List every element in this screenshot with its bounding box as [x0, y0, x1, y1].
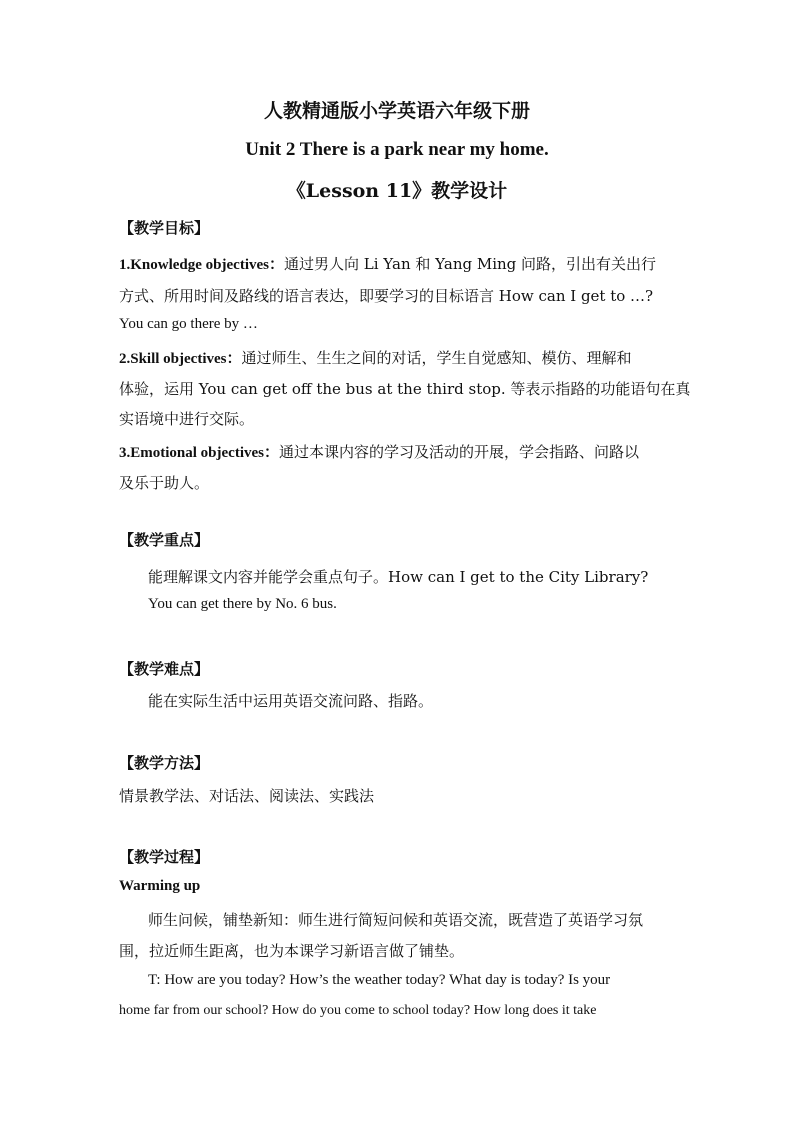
objectives-heading: 【教学目标】 [119, 219, 210, 237]
skill-objective-line-1 [119, 347, 679, 368]
knowledge-objective-line-2: 方式、所用时间及路线的语言表达，即要学习的目标语言 How can I get to …? [119, 287, 654, 305]
process-paragraph-1-line-2: 围，拉近师生距离，也为本课学习新语言做了铺垫。 [119, 942, 465, 960]
document-title: 人教精通版小学英语六年级下册 [263, 100, 530, 122]
process-paragraph-1-line-1: 师生问候，铺垫新知：师生进行简短问候和英语交流，既营造了英语学习氛 [148, 911, 644, 929]
emotional-objective-label: 3.Emotional objectives： [119, 445, 279, 461]
skill-objective-text: 通过师生、生生之间的对话，学生自觉感知、模仿、理解和 [241, 349, 632, 367]
emotional-objective-line-1 [119, 441, 679, 462]
difficulties-heading: 【教学难点】 [119, 660, 210, 678]
knowledge-objective-label: 1.Knowledge objectives： [119, 257, 284, 273]
unit-title: Unit 2 There is a park near my home. [245, 139, 549, 160]
lesson-title: 《Lesson 11》教学设计 [286, 180, 508, 202]
process-heading: 【教学过程】 [119, 848, 210, 866]
warming-up-subheading: Warming up [119, 878, 201, 894]
methods-heading: 【教学方法】 [119, 754, 210, 772]
process-paragraph-2-line-1: T: How are you today? How’s the weather today? What day is today? Is your [148, 972, 611, 988]
emotional-objective-text: 通过本课内容的学习及活动的开展，学会指路、问路以 [278, 443, 639, 461]
skill-objective-line-3: 实语境中进行交际。 [119, 410, 255, 428]
difficulties-line-1: 能在实际生活中运用英语交流问路、指路。 [148, 692, 434, 710]
skill-objective-label: 2.Skill objectives： [119, 351, 242, 367]
process-paragraph-2-line-2: home far from our school? How do you come to school today? How long does it take [119, 1003, 597, 1018]
knowledge-objective-line-1 [119, 253, 679, 274]
key-points-line-1: 能理解课文内容并能学会重点句子。How can I get to the City Library? [148, 568, 649, 586]
knowledge-objective-line-3: You can go there by … [119, 316, 258, 332]
emotional-objective-line-2: 及乐于助人。 [119, 474, 210, 492]
key-points-line-2: You can get there by No. 6 bus. [148, 596, 337, 612]
methods-line-1: 情景教学法、对话法、阅读法、实践法 [119, 787, 375, 805]
skill-objective-line-2: 体验，运用 You can get off the bus at the third stop. 等表示指路的功能语句在真 [119, 380, 691, 398]
knowledge-objective-text: 通过男人向 Li Yan 和 Yang Ming 问路，引出有关出行 [283, 255, 657, 273]
key-points-heading: 【教学重点】 [119, 531, 210, 549]
